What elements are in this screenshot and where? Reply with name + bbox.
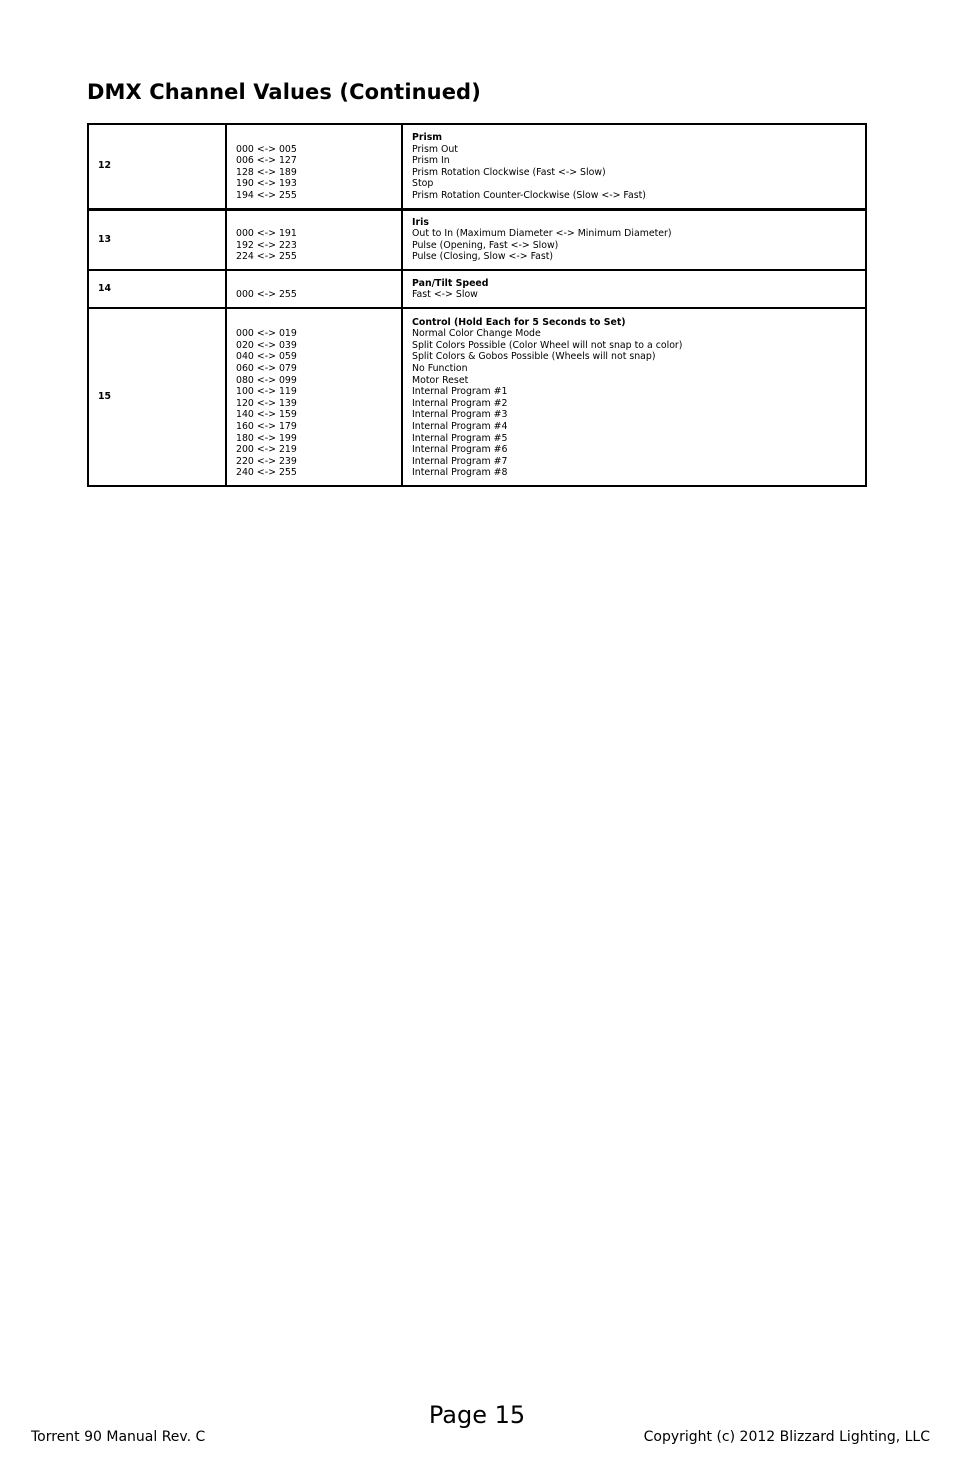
function-cell [402,124,866,209]
value-range: 160 <-> 179 [236,421,297,433]
value-range: 006 <-> 127 [236,155,297,167]
function-description: Split Colors & Gobos Possible (Wheels will not snap) [412,351,656,363]
table-row [88,308,866,486]
function-cell [402,308,866,486]
function-description: Pulse (Opening, Fast <-> Slow) [412,239,559,251]
function-description: Prism Out [412,143,458,155]
dmx-channel-table [87,123,867,487]
function-description: Internal Program #5 [412,432,508,444]
function-description: Motor Reset [412,374,469,386]
function-title: Control (Hold Each for 5 Seconds to Set) [412,316,626,328]
function-description: Out to In (Maximum Diameter <-> Minimum Diameter) [412,228,672,240]
function-description: Fast <-> Slow [412,289,478,301]
value-range: 000 <-> 255 [236,289,297,301]
value-range: 192 <-> 223 [236,239,297,251]
value-range: 000 <-> 005 [236,143,297,155]
function-title: Pan/Tilt Speed [412,277,489,289]
value-range: 194 <-> 255 [236,189,297,201]
function-description: Internal Program #1 [412,386,508,398]
value-range: 180 <-> 199 [236,432,297,444]
function-description: Internal Program #2 [412,397,508,409]
value-range: 000 <-> 191 [236,228,297,240]
function-description: Internal Program #8 [412,467,508,479]
function-description: Prism Rotation Clockwise (Fast <-> Slow) [412,166,606,178]
function-description: Pulse (Closing, Slow <-> Fast) [412,251,554,263]
function-description: Normal Color Change Mode [412,328,541,340]
table-row [88,270,866,308]
value-range: 060 <-> 079 [236,363,297,375]
function-description: Prism In [412,155,450,167]
channel-cell: 13 [88,209,226,270]
value-range: 040 <-> 059 [236,351,297,363]
function-cell [402,270,866,308]
value-range: 220 <-> 239 [236,455,297,467]
value-range: 240 <-> 255 [236,467,297,479]
function-description: Internal Program #3 [412,409,508,421]
function-description: No Function [412,363,468,375]
value-range: 140 <-> 159 [236,409,297,421]
channel-cell: 12 [88,124,226,209]
channel-cell: 14 [88,270,226,308]
value-range: 120 <-> 139 [236,397,297,409]
function-title: Prism [412,131,443,143]
function-description: Split Colors Possible (Color Wheel will not snap to a color) [412,339,683,351]
values-cell [226,270,402,308]
value-range: 190 <-> 193 [236,178,297,190]
channel-cell: 15 [88,308,226,486]
function-description: Stop [412,178,434,190]
dmx-table-body [88,124,866,486]
table-row [88,124,866,209]
value-range: 080 <-> 099 [236,374,297,386]
values-cell [226,124,402,209]
function-description: Prism Rotation Counter-Clockwise (Slow <-> Fast) [412,189,646,201]
function-description: Internal Program #7 [412,455,508,467]
value-range: 128 <-> 189 [236,166,297,178]
function-description: Internal Program #4 [412,421,508,433]
footer-copyright: Copyright (c) 2012 Blizzard Lighting, LLC [643,1429,930,1445]
page-number: Page 15 [428,1401,526,1429]
function-description: Internal Program #6 [412,444,508,456]
function-title: Iris [412,216,429,228]
function-cell [402,209,866,270]
value-range: 224 <-> 255 [236,251,297,263]
value-range: 100 <-> 119 [236,386,297,398]
footer-manual-title: Torrent 90 Manual Rev. C [31,1429,206,1445]
values-cell [226,308,402,486]
page-title: DMX Channel Values (Continued) [87,80,481,104]
value-range: 200 <-> 219 [236,444,297,456]
values-cell [226,209,402,270]
value-range: 020 <-> 039 [236,339,297,351]
value-range: 000 <-> 019 [236,328,297,340]
table-row [88,209,866,270]
